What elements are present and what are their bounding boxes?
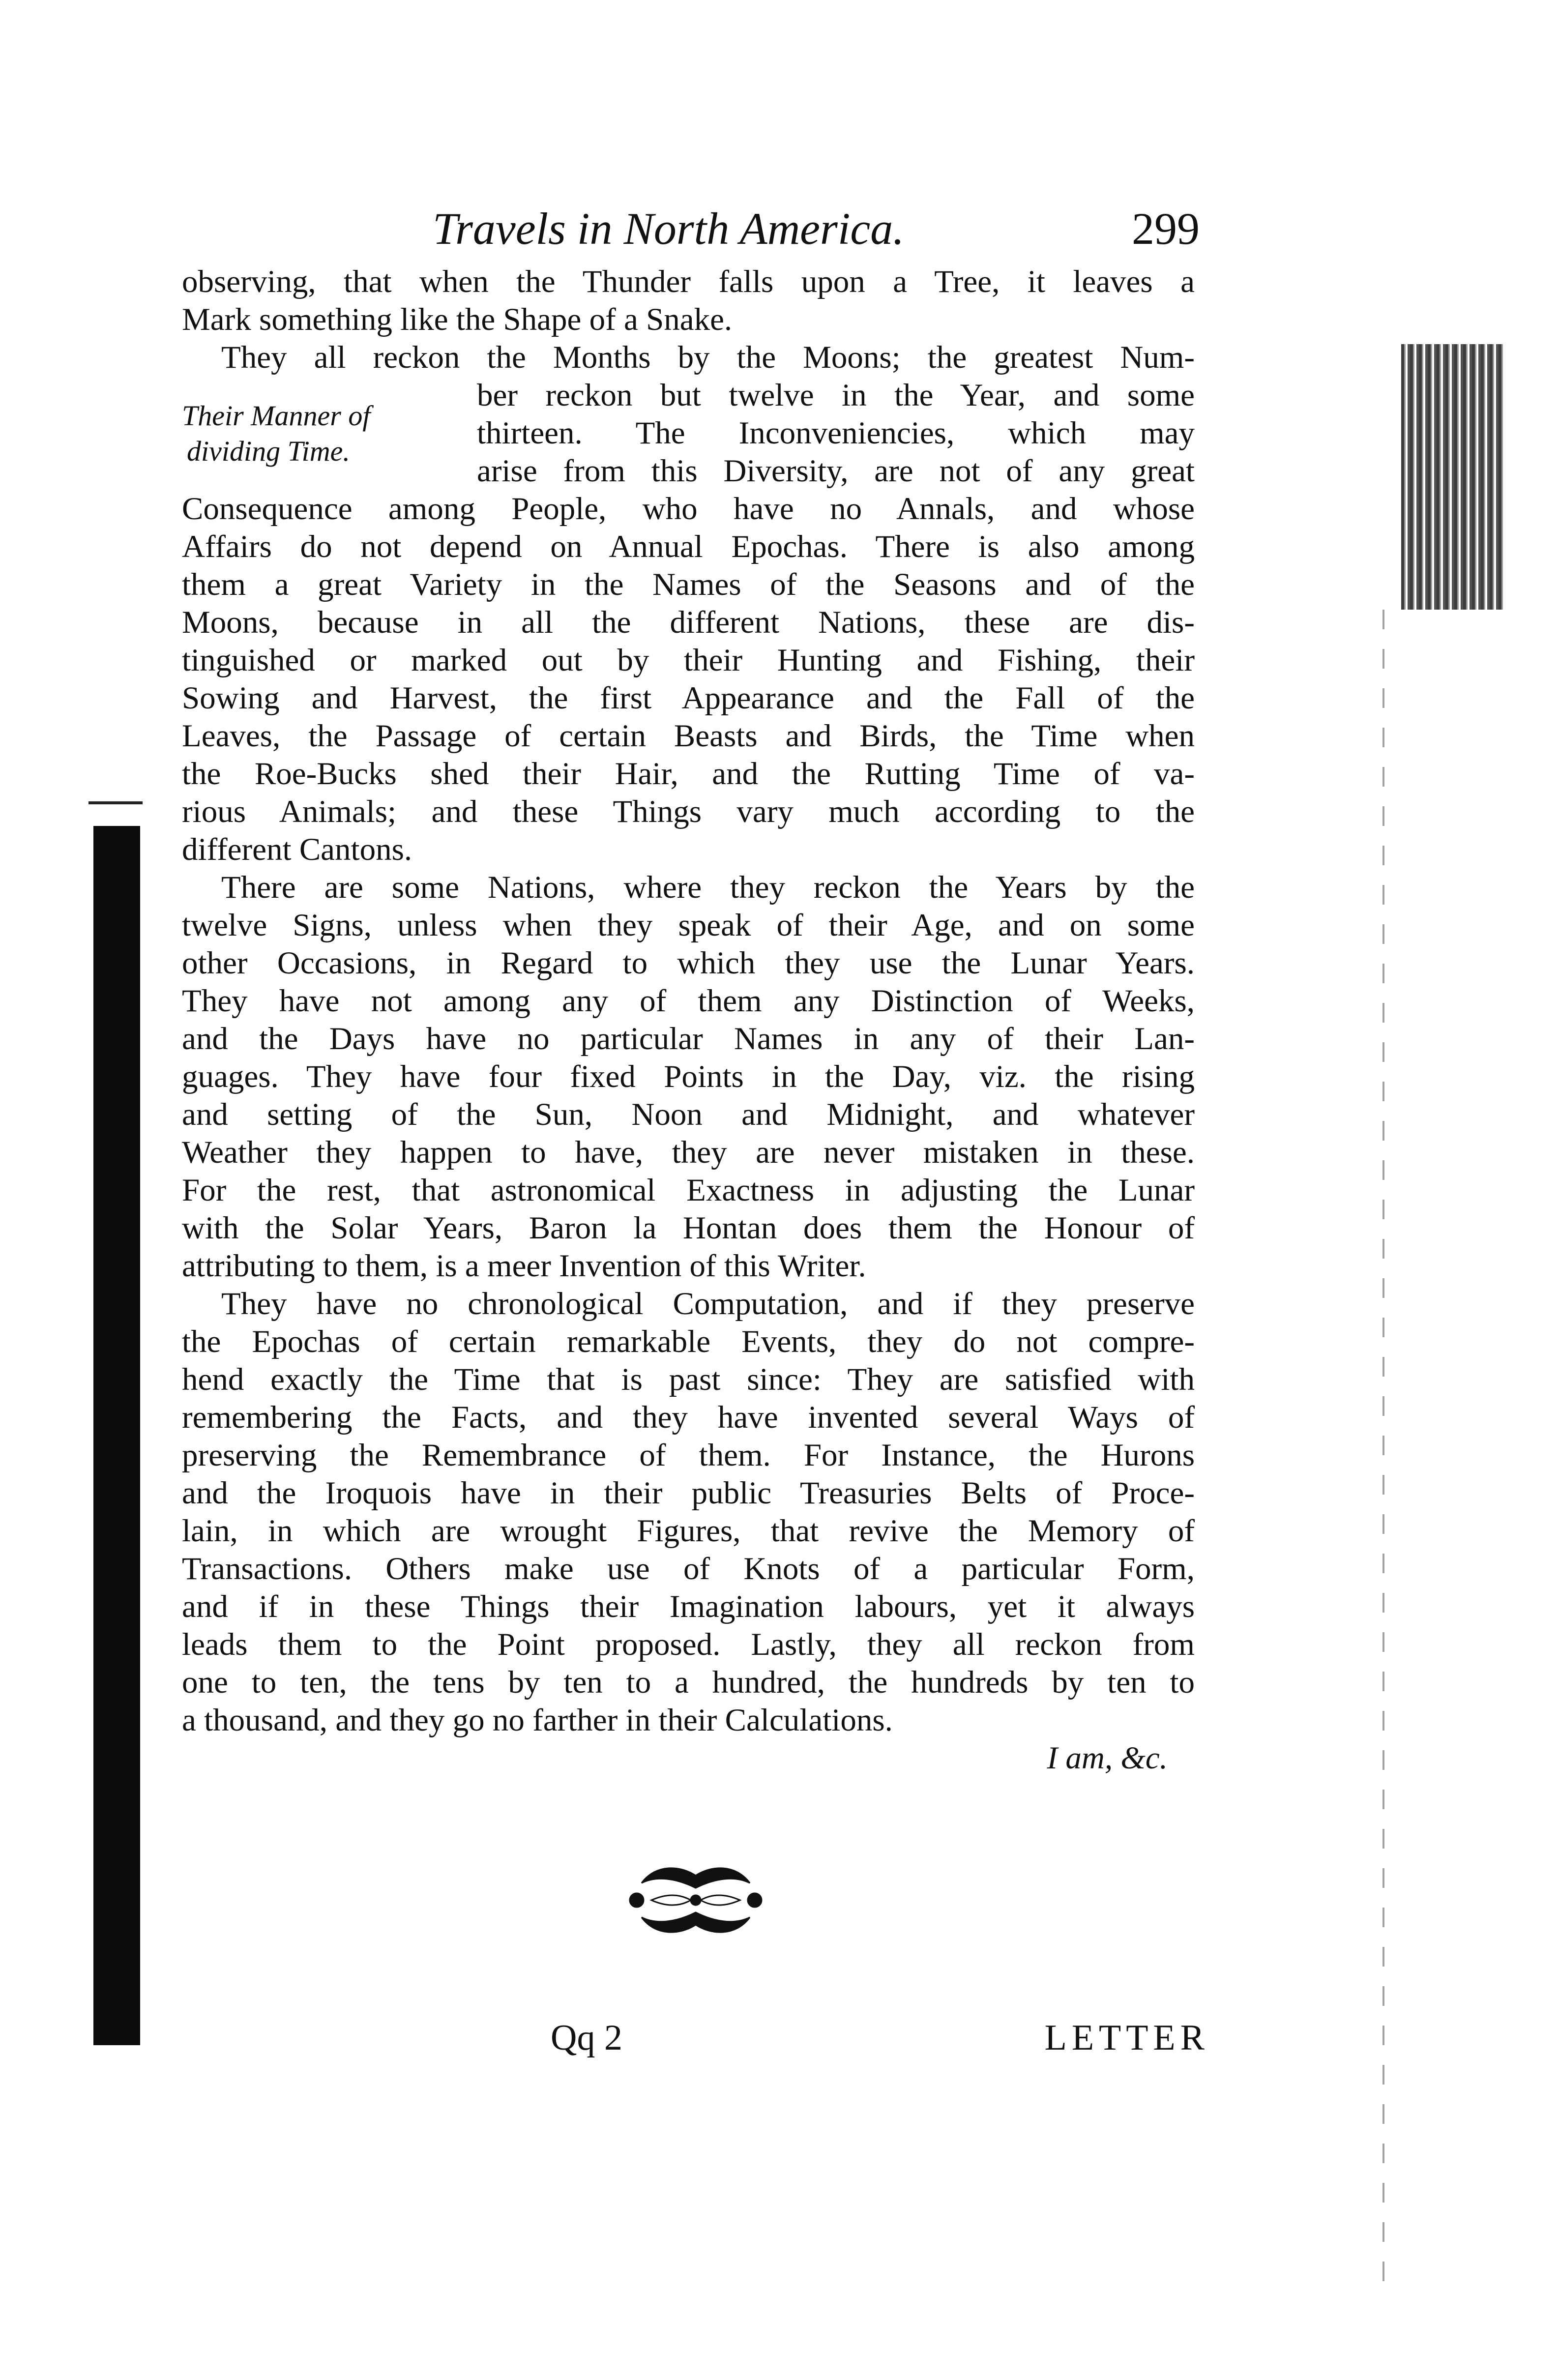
text-line: They have not among any of them any Distinction of Weeks, [182, 983, 1195, 1019]
text-line: lain, in which are wrought Figures, that revive the Memory of [182, 1513, 1195, 1549]
text-line: arise from this Diversity, are not of any great [477, 453, 1195, 489]
text-line: They all reckon the Months by the Moons; the greatest Num- [221, 340, 1195, 375]
text-line: Affairs do not depend on Annual Epochas. There is also among [182, 529, 1195, 564]
text-line: Leaves, the Passage of certain Beasts and Birds, the Time when [182, 718, 1195, 754]
signoff: I am, &c. [1047, 1740, 1168, 1776]
page-header [433, 197, 1200, 261]
text-line: guages. They have four fixed Points in the Day, viz. the rising [182, 1059, 1195, 1094]
facing-page-edge [1383, 610, 1384, 2281]
running-title: Travels in North America. [433, 204, 905, 254]
margin-note-line: Their Manner of [182, 400, 371, 432]
signature-mark: Qq 2 [551, 2018, 622, 2058]
text-line: Weather they happen to have, they are never mistaken in these. [182, 1135, 1195, 1170]
text-line: preserving the Remembrance of them. For Instance, the Hurons [182, 1438, 1195, 1473]
text-line: one to ten, the tens by ten to a hundred, the hundreds by ten to [182, 1665, 1195, 1700]
binding-shadow [93, 826, 140, 2045]
text-line: and the Iroquois have in their public Treasuries Belts of Proce- [182, 1475, 1195, 1511]
text-line: with the Solar Years, Baron la Hontan does them the Honour of [182, 1210, 1195, 1246]
ornament-vignette-icon [622, 1853, 769, 1947]
text-line: different Cantons. [182, 832, 412, 867]
text-line: attributing to them, is a meer Invention of this Writer. [182, 1248, 866, 1284]
text-line: other Occasions, in Regard to which they use the Lunar Years. [182, 945, 1195, 981]
text-line: remembering the Facts, and they have invented several Ways of [182, 1400, 1195, 1435]
binding-edge [88, 801, 143, 804]
text-line: the Epochas of certain remarkable Events, they do not compre- [182, 1324, 1195, 1359]
text-line: the Roe-Bucks shed their Hair, and the Rutting Time of va- [182, 756, 1195, 792]
text-line: a thousand, and they go no farther in their Calculations. [182, 1703, 893, 1738]
body-text [182, 263, 1195, 1777]
text-line: ber reckon but twelve in the Year, and some [477, 378, 1195, 413]
text-line: For the rest, that astronomical Exactness in adjusting the Lunar [182, 1173, 1195, 1208]
text-line: observing, that when the Thunder falls upon a Tree, it leaves a [182, 264, 1195, 299]
text-line: and if in these Things their Imagination labours, yet it always [182, 1589, 1195, 1624]
text-line: leads them to the Point proposed. Lastly, they all reckon from [182, 1627, 1195, 1662]
text-line: tinguished or marked out by their Hunting and Fishing, their [182, 643, 1195, 678]
text-line: rious Animals; and these Things vary much according to the [182, 794, 1195, 829]
text-line: them a great Variety in the Names of the Seasons and of the [182, 567, 1195, 602]
text-line: There are some Nations, where they reckon the Years by the [221, 870, 1195, 905]
margin-note-line: dividing Time. [187, 435, 350, 467]
text-line: and setting of the Sun, Noon and Midnight, and whatever [182, 1097, 1195, 1132]
text-line: Mark something like the Shape of a Snake. [182, 302, 733, 337]
text-line: and the Days have no particular Names in any of their Lan- [182, 1021, 1195, 1057]
text-line: They have no chronological Computation, and if they preserve [221, 1286, 1195, 1322]
text-line: Moons, because in all the different Nations, these are dis- [182, 605, 1195, 640]
page-number: 299 [1132, 204, 1200, 254]
text-line: twelve Signs, unless when they speak of their Age, and on some [182, 908, 1195, 943]
page-footer [551, 2011, 1209, 2065]
text-line: Consequence among People, who have no Annals, and whose [182, 491, 1195, 527]
text-line: Sowing and Harvest, the first Appearance and the Fall of the [182, 680, 1195, 716]
text-line: hend exactly the Time that is past since: They are satisfied with [182, 1362, 1195, 1397]
text-line: Transactions. Others make use of Knots of a particular Form, [182, 1551, 1195, 1587]
facing-page-bleed [1401, 344, 1504, 610]
text-line: thirteen. The Inconveniencies, which may [477, 415, 1195, 451]
catchword: LETTER [1044, 2018, 1209, 2058]
